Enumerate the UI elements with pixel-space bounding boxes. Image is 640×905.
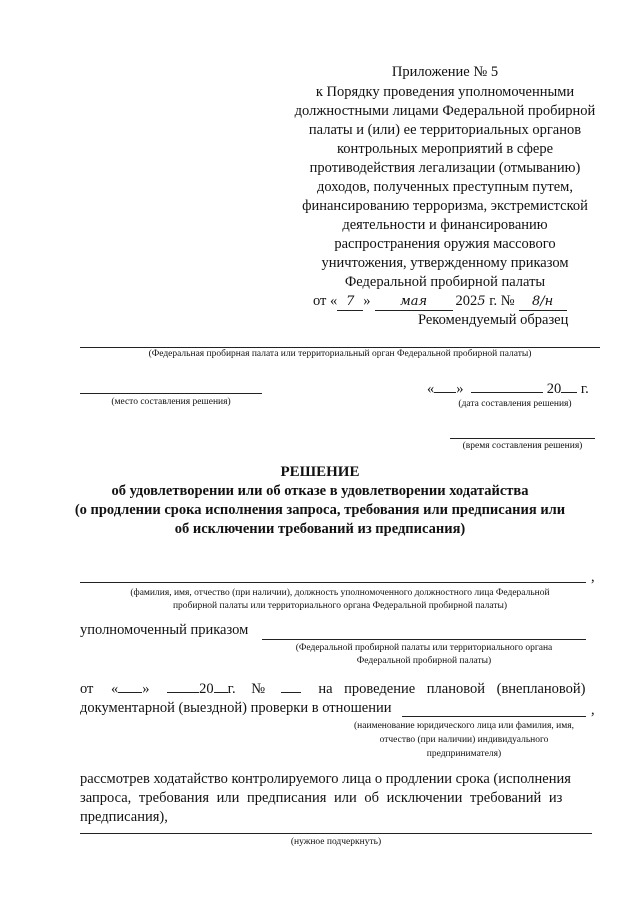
authority-2-caption-b: Федеральной пробирной палаты): [356, 656, 492, 666]
appendix-line-11: уничтожения, утвержденному приказом: [321, 255, 569, 271]
entity-caption-b: отчество (при наличии) индивидуального: [379, 735, 549, 745]
inspection-text-1: на проведение плановой (внеплановой): [318, 681, 586, 697]
order-year-suffix: г. №: [485, 293, 515, 309]
official-caption-2: пробирной палаты или территориального органа Федеральной пробирной палаты): [172, 601, 508, 611]
authorized-by-label: уполномоченный приказом: [80, 622, 249, 638]
appendix-line-8: финансированию терроризма, экстремистской: [302, 198, 588, 214]
order-day: 7: [337, 293, 363, 311]
order-number-sign: №: [251, 681, 266, 697]
decision-subtitle-3: об исключении требований из предписания): [174, 521, 466, 537]
order-year-prefix: 202: [455, 293, 478, 309]
place-caption: (место составления решения): [111, 397, 231, 407]
order-number-blank[interactable]: [281, 692, 301, 693]
time-caption: (время составления решения): [462, 441, 583, 451]
date-month-blank[interactable]: [471, 392, 543, 393]
appendix-line-2: к Порядку проведения уполномоченными: [315, 84, 575, 100]
place-field-line[interactable]: [80, 393, 262, 394]
date-year-blank[interactable]: [561, 392, 577, 393]
authority-field-line[interactable]: [80, 347, 600, 348]
date-open-quote: «: [427, 381, 435, 397]
sample-label: Рекомендуемый образец: [418, 312, 569, 328]
appendix-line-4: палаты и (или) ее территориальных органов: [308, 122, 582, 138]
decision-date-field[interactable]: [427, 381, 607, 398]
considered-text-2: запроса, требования или предписания или об исключении требований из: [80, 790, 563, 806]
order-close-quote: »: [142, 681, 150, 697]
order-line: [313, 293, 613, 311]
order-open-quote: «: [111, 681, 119, 697]
date-caption: (дата составления решения): [458, 399, 572, 409]
order-year-unit: г.: [227, 681, 236, 697]
appendix-line-12: Федеральной пробирной палаты: [344, 274, 546, 290]
order-mid: »: [363, 293, 371, 309]
order-number: 8/н: [519, 293, 567, 311]
from-label: от: [80, 681, 94, 697]
authority-2-caption-a: (Федеральной пробирной палаты или территориального органа: [295, 643, 553, 653]
order-day-blank[interactable]: [118, 692, 142, 693]
entity-caption-a: (наименование юридического лица или фамилия, имя,: [354, 721, 574, 731]
order-year-digit: 5: [477, 294, 486, 309]
order-month: мая: [375, 293, 453, 311]
appendix-line-10: распространения оружия массового: [334, 236, 556, 252]
order-month-blank[interactable]: [167, 692, 199, 693]
appendix-line-3: должностными лицами Федеральной пробирной: [294, 103, 596, 119]
appendix-line-7: доходов, полученных преступным путем,: [317, 179, 573, 195]
order-year-blank[interactable]: [214, 692, 228, 693]
time-field-line[interactable]: [450, 438, 595, 439]
decision-subtitle-2: (о продлении срока исполнения запроса, требования или предписания или: [74, 502, 566, 518]
entity-comma: ,: [591, 702, 595, 718]
authority-caption: (Федеральная пробирная палата или территориальный орган Федеральной пробирной палаты): [148, 349, 532, 359]
date-day-blank[interactable]: [434, 392, 456, 393]
authorizing-authority-line[interactable]: [262, 639, 586, 640]
date-year: 20: [546, 381, 562, 397]
decision-title: РЕШЕНИЕ: [280, 464, 360, 480]
appendix-line-1: Приложение № 5: [391, 64, 499, 80]
official-caption-1: (фамилия, имя, отчество (при наличии), должность уполномоченного должностного лица Федеральной: [130, 588, 550, 598]
decision-subtitle-1: об удовлетворении или об отказе в удовлетворении ходатайства: [111, 483, 529, 499]
underline-note: (нужное подчеркнуть): [290, 837, 382, 847]
inspection-text-2: документарной (выездной) проверки в отношении: [80, 700, 392, 716]
decision-field-line[interactable]: [80, 833, 592, 834]
appendix-line-5: контрольных мероприятий в сфере: [337, 141, 553, 157]
order-details-line: [80, 681, 606, 698]
appendix-line-9: деятельности и финансированию: [342, 217, 548, 233]
order-year: 20: [199, 681, 214, 697]
order-prefix: от «: [313, 293, 338, 309]
appendix-line-6: противодействия легализации (отмыванию): [309, 160, 581, 176]
official-field-line[interactable]: [80, 582, 586, 583]
considered-text-1: рассмотрев ходатайство контролируемого лица о продлении срока (исполнения: [80, 771, 571, 787]
official-comma: ,: [591, 569, 595, 585]
date-unit: г.: [580, 381, 589, 397]
considered-text-3: предписания),: [80, 809, 168, 825]
date-close-quote: »: [456, 381, 464, 397]
entity-field-line[interactable]: [402, 716, 586, 717]
entity-caption-c: предпринимателя): [426, 749, 502, 759]
